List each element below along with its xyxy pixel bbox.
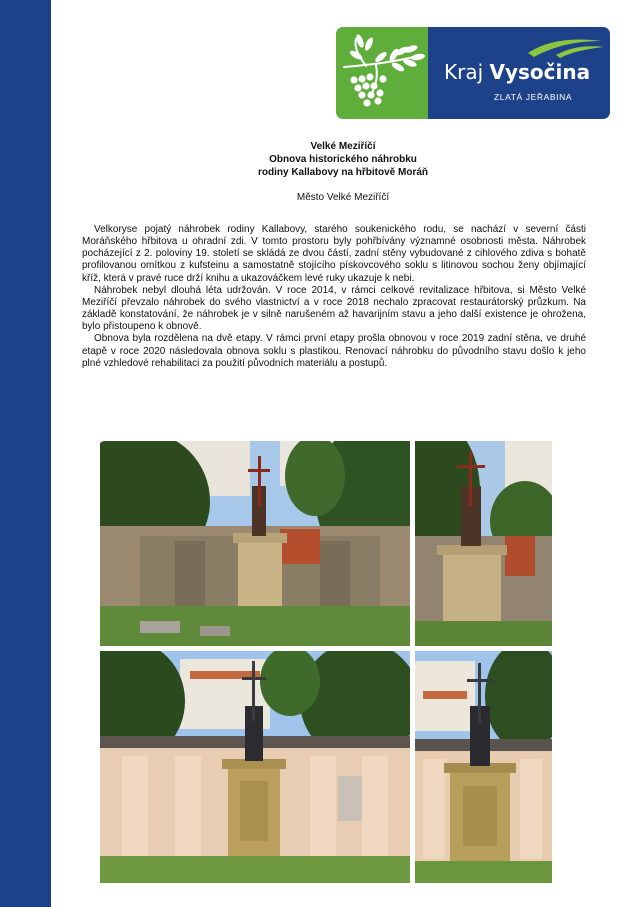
swoosh-icon (526, 35, 606, 59)
title-line-2: Obnova historického náhrobku (269, 154, 417, 165)
title-line-3: rodiny Kallabovy na hřbitově Moráň (257, 167, 429, 178)
article-body (82, 224, 586, 370)
photo-before-wide (100, 441, 410, 646)
left-accent-bar (0, 0, 51, 907)
paragraph-history: Velkoryse pojatý náhrobek rodiny Kallabovy, starého soukenického rodu, se nachází v severní části Moráňského hřbitova u ohradní zdi. V tomto prostoru byly pohřbívány významné osobnosti města. Náhrobek pocházející z 2. poloviny 19. století se skládá ze dvou částí, zadní stěny vybudované z cihlového zdiva s bohatě profilovanou omítkou z kufsteinu a samostatně stojícího pískovcového soklu s litinovou sochou ženy objímající kříž, která v pravé ruce drží knihu a ukazováčkem levé ruky ukazuje k nebi. (82, 224, 586, 284)
document-subtitle: Město Velké Meziříčí (296, 192, 390, 203)
photo-after-close (415, 651, 552, 883)
paragraph-restoration: Obnova byla rozdělena na dvě etapy. V rámci první etapy prošla obnovou v roce 2019 zadní stěna, ve druhé etapě v roce 2020 následovala obnova soklu s plastikou. Renovací náhrobku do původního stavu došlo k jeho plné vzhledové rehabilitaci za použití původních materiálu a postupů. (82, 333, 586, 369)
kraj-vysocina-logo (336, 27, 610, 119)
logo-text-panel (428, 27, 610, 119)
photo-before-close (415, 441, 552, 646)
photo-after-wide (100, 651, 410, 883)
title-line-1: Velké Meziříčí (310, 141, 376, 152)
logo-wordmark: Kraj Vysočina (444, 60, 591, 84)
rowan-branch-emblem (336, 27, 428, 119)
paragraph-takeover: Náhrobek nebyl dlouhá léta udržován. V roce 2014, v rámci celkové revitalizace hřbitova, si Město Velké Meziříčí převzalo náhrobek do svého vlastnictví a v roce 2018 nechalo zpracovat restaurátorský průzkum. Na základě konstatování, že náhrobek je v silně narušeném až havarijním stavu a jeho další existence je ohrožena, bylo přistoupeno k obnově. (82, 284, 586, 333)
logo-tagline: ZLATÁ JEŘABINA (494, 92, 573, 102)
